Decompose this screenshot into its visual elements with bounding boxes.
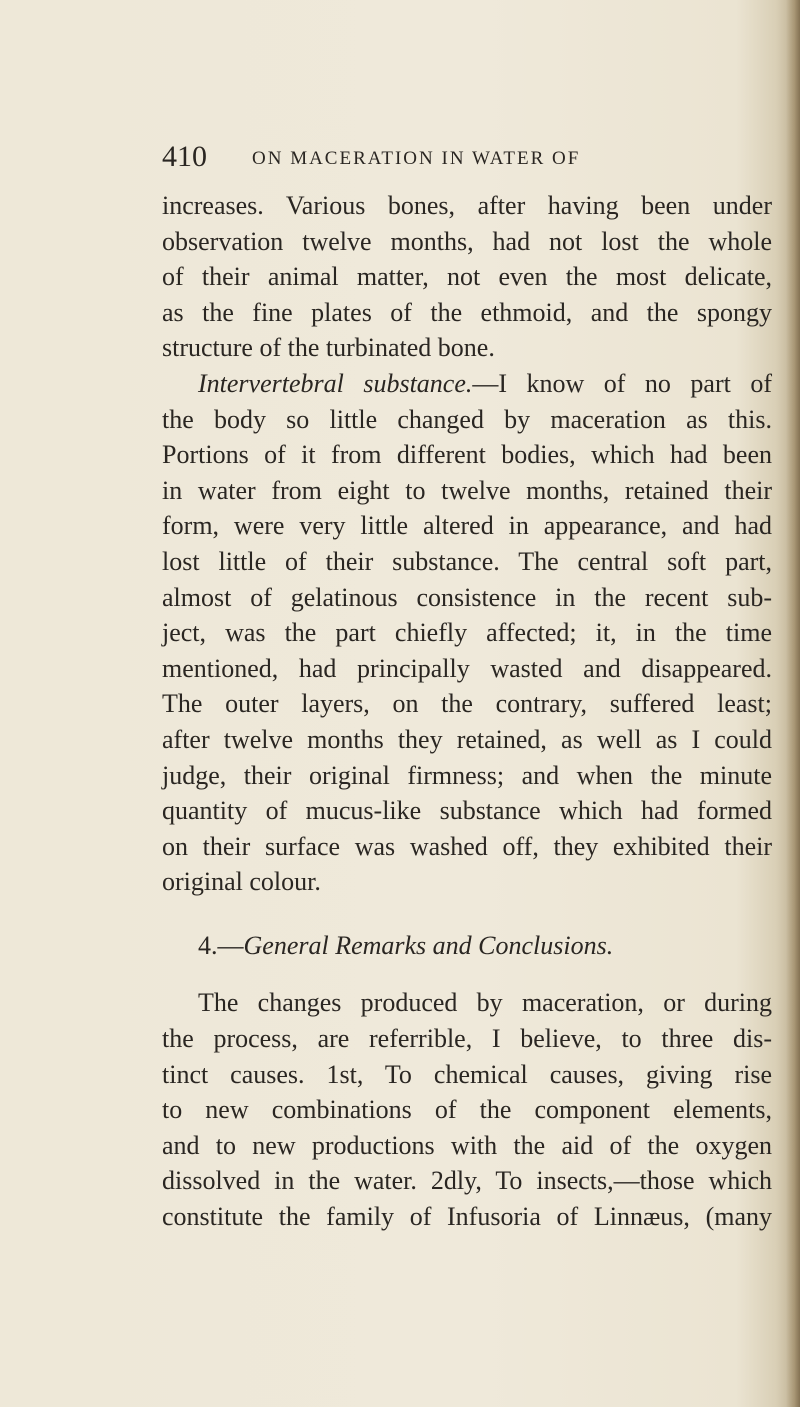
- paragraph-lead-line: [162, 366, 772, 402]
- running-title: ON MACERATION IN WATER OF: [252, 148, 581, 169]
- text-line: and to new productions with the aid of the oxygen: [162, 1130, 772, 1160]
- text-line: mentioned, had principally wasted and disappeared.: [162, 653, 772, 683]
- text-line: observation twelve months, had not lost the whole: [162, 226, 772, 256]
- text-line: The outer layers, on the contrary, suffered least;: [162, 689, 772, 719]
- body-text: [162, 188, 772, 1235]
- italic-lead: Intervertebral substance.: [198, 368, 473, 398]
- text-line: almost of gelatinous consistence in the recent sub-: [162, 582, 772, 612]
- text-line: to new combinations of the component elements,: [162, 1095, 772, 1125]
- text-line: judge, their original firmness; and when the minute: [162, 760, 772, 790]
- section-title: General Remarks and Conclusions.: [243, 930, 614, 960]
- text-line: in water from eight to twelve months, retained their: [162, 475, 772, 505]
- text-line: increases. Various bones, after having been under: [162, 191, 772, 220]
- page-number: 410: [162, 140, 207, 173]
- text-line: on their surface was washed off, they exhibited their: [162, 831, 772, 861]
- text-line: the body so little changed by maceration as this.: [162, 404, 772, 434]
- text-line: constitute the family of Infusoria of Linnæus, (many: [162, 1202, 772, 1232]
- text-line: original colour.: [162, 867, 321, 897]
- text-line: quantity of mucus-like substance which had formed: [162, 796, 772, 826]
- text-line: tinct causes. 1st, To chemical causes, giving rise: [162, 1059, 772, 1089]
- text-line: dissolved in the water. 2dly, To insects,—those which: [162, 1166, 772, 1196]
- section-heading: [162, 928, 772, 964]
- section-number: 4.—: [198, 930, 244, 960]
- running-head: [162, 140, 762, 176]
- text-line: after twelve months they retained, as well as I could: [162, 724, 772, 754]
- page-edge-shadow: [786, 0, 800, 1407]
- lead-line-rest: —I know of no part of: [472, 368, 772, 398]
- text-line: form, were very little altered in appearance, and had: [162, 511, 772, 541]
- text-line: ject, was the part chiefly affected; it, in the time: [162, 618, 772, 648]
- text-line: structure of the turbinated bone.: [162, 333, 495, 363]
- text-line: The changes produced by maceration, or during: [198, 988, 772, 1018]
- text-line: the process, are referrible, I believe, to three dis-: [162, 1024, 772, 1054]
- text-line: as the fine plates of the ethmoid, and the spongy: [162, 297, 772, 327]
- text-line: lost little of their substance. The central soft part,: [162, 546, 772, 576]
- text-line: Portions of it from different bodies, which had been: [162, 440, 772, 470]
- text-line: of their animal matter, not even the most delicate,: [162, 262, 772, 292]
